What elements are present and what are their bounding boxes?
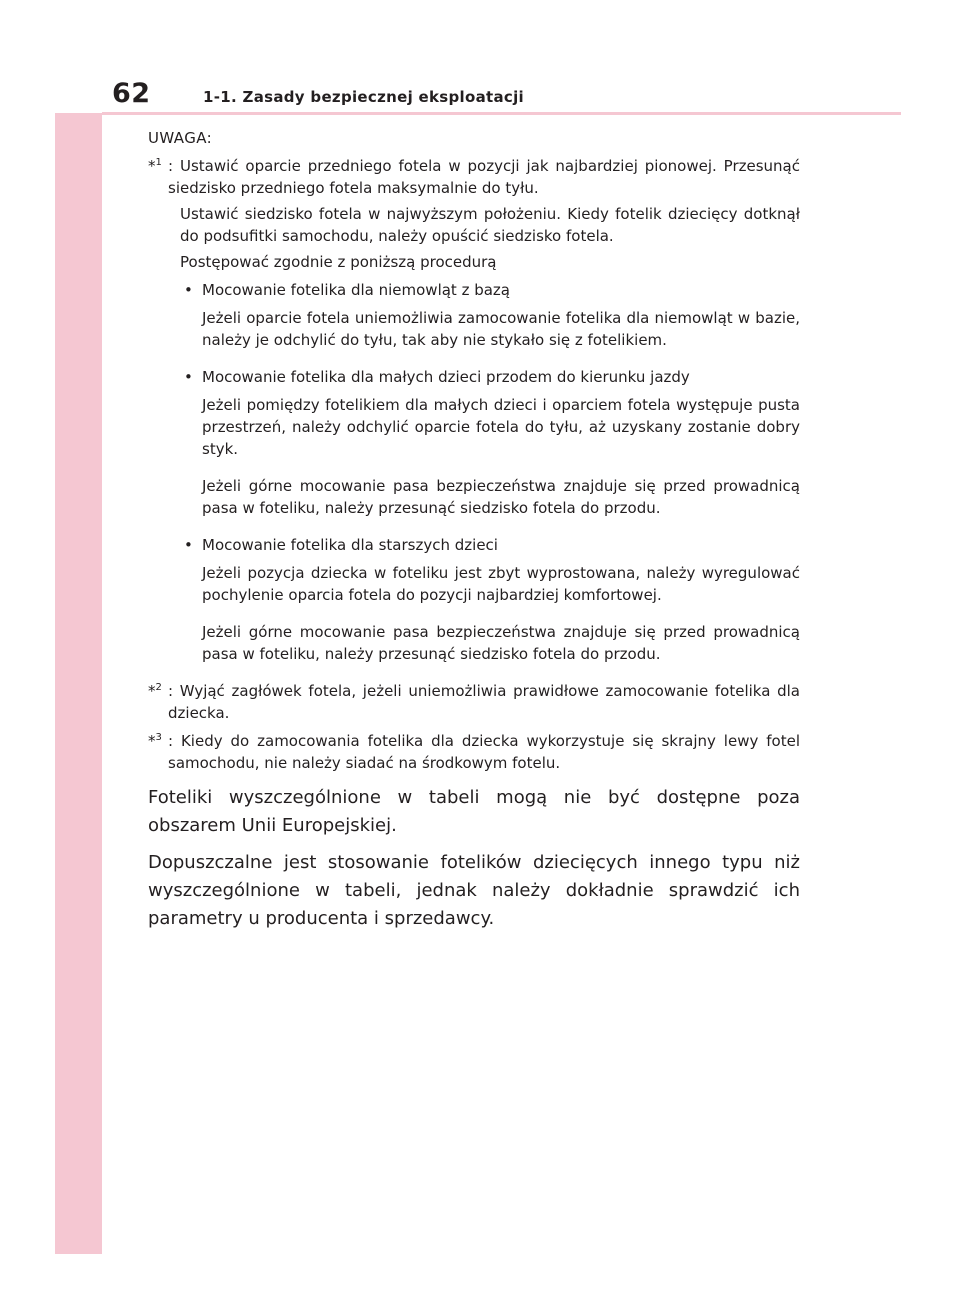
bullet-group-1 xyxy=(180,279,800,351)
body-paragraph-1: Foteliki wyszczególnione w tabeli mogą nie być dostępne poza obszarem Unii Europejskiej. xyxy=(148,787,800,836)
footnote-2-marker: *$^2$ xyxy=(148,682,162,700)
header-rule xyxy=(102,112,901,115)
page-number: 62 xyxy=(112,78,151,109)
section-title: 1-1. Zasady bezpiecznej eksploatacji xyxy=(203,88,524,106)
bullet-dot: • xyxy=(184,281,193,299)
bullet-item-text: Jeżeli pozycja dziecka w foteliku jest zbyt wyprostowana, należy wyregulować pochylenie oparcia fotela do pozycji najbardziej komfortowej. xyxy=(202,564,800,604)
footnote-1-para-2: Ustawić siedzisko fotela w najwyższym położeniu. Kiedy fotelik dziecięcy dotknął do podsufitki samochodu, należy opuścić siedzisko fotela. xyxy=(180,205,800,245)
side-color-band xyxy=(55,55,102,1254)
bullet-item-text: Jeżeli górne mocowanie pasa bezpieczeństwa znajduje się przed prowadnicą pasa w foteliku, należy przesunąć siedzisko fotela do przodu. xyxy=(202,477,800,517)
bullet-dot: • xyxy=(184,368,193,386)
footnote-1-marker: *$^1$ xyxy=(148,157,162,175)
bullet-group-3 xyxy=(180,534,800,665)
bullet-dot: • xyxy=(184,536,193,554)
bullet-item-title: • Mocowanie fotelika dla niemowląt z bazą xyxy=(184,281,510,299)
footnote-2 xyxy=(148,680,800,724)
body-paragraph-2: Dopuszczalne jest stosowanie fotelików dziecięcych innego typu niż wyszczególnione w tabeli, jednak należy dokładnie sprawdzić ich parametry u producenta i sprzedawcy. xyxy=(148,852,800,929)
page-content xyxy=(148,127,800,933)
bullet-item-text: Jeżeli oparcie fotela uniemożliwia zamocowanie fotelika dla niemowląt w bazie, należy je odchylić do tyłu, tak aby nie stykało się z fotelikiem. xyxy=(202,309,800,349)
footnote-3-marker: *$^3$ xyxy=(148,732,162,750)
caution-label: UWAGA: xyxy=(148,129,213,147)
bullet-item-title: • Mocowanie fotelika dla starszych dzieci xyxy=(184,536,498,554)
bullet-item-text: Jeżeli górne mocowanie pasa bezpieczeństwa znajduje się przed prowadnicą pasa w foteliku, należy przesunąć siedzisko fotela do przodu. xyxy=(202,623,800,663)
bullet-item-title: • Mocowanie fotelika dla małych dzieci przodem do kierunku jazdy xyxy=(184,368,690,386)
footnote-1 xyxy=(148,155,800,665)
footnote-3 xyxy=(148,730,800,774)
footnote-2-text: : Wyjąć zagłówek fotela, jeżeli uniemożliwia prawidłowe zamocowanie fotelika dla dziecka. xyxy=(168,682,800,722)
bullet-group-2 xyxy=(180,366,800,519)
footnote-3-text: : Kiedy do zamocowania fotelika dla dziecka wykorzystuje się skrajny lewy fotel samochodu, nie należy siadać na środkowym fotelu. xyxy=(168,732,800,772)
footnote-1-para-3: Postępować zgodnie z poniższą procedurą xyxy=(180,253,497,271)
bullet-item-text: Jeżeli pomiędzy fotelikiem dla małych dzieci i oparciem fotela występuje pusta przestrzeń, należy odchylić oparcie fotela do tyłu, aż uzyskany zostanie dobry styk. xyxy=(202,396,800,458)
footnote-1-para-1: : Ustawić oparcie przedniego fotela w pozycji jak najbardziej pionowej. Przesunąć siedzisko przedniego fotela maksymalnie do tyłu. xyxy=(168,157,800,197)
